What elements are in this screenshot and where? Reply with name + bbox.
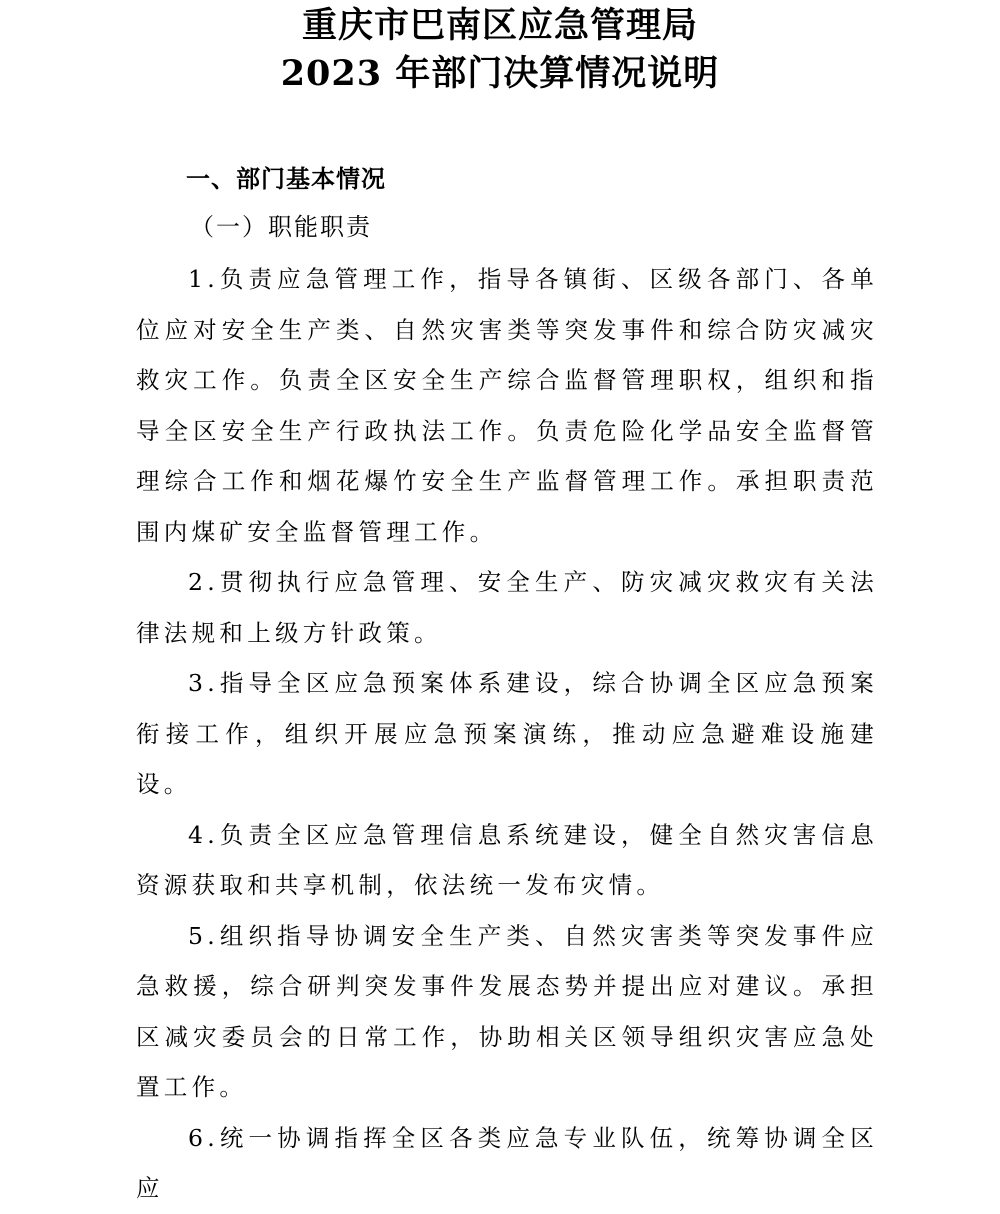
paragraph-3: 3.指导全区应急预案体系建设，综合协调全区应急预案衔接工作，组织开展应急预案演练，推动应急避难设施建设。 [136,669,878,798]
paragraph-4: 4.负责全区应急管理信息系统建设，健全自然灾害信息资源获取和共享机制，依法统一发布灾情。 [136,820,878,899]
title-line-1: 重庆市巴南区应急管理局 [301,5,698,46]
paragraph-2: 2.贯彻执行应急管理、安全生产、防灾减灾救灾有关法律法规和上级方针政策。 [136,568,878,647]
subsection-heading: （一）职能职责 [190,213,372,241]
section-heading: 一、部门基本情况 [186,165,386,193]
paragraph-5: 5.组织指导协调安全生产类、自然灾害类等突发事件应急救援，综合研判突发事件发展态势并提出应对建议。承担区减灾委员会的日常工作，协助相关区领导组织灾害应急处置工作。 [136,921,878,1101]
title-line-2: 2023 年部门决算情况说明 [280,53,720,94]
body-text [136,254,878,1214]
document-title [0,0,1000,98]
paragraph-1: 1.负责应急管理工作，指导各镇街、区级各部门、各单位应对安全生产类、自然灾害类等突发事件和综合防灾减灾救灾工作。负责全区安全生产综合监督管理职权，组织和指导全区安全生产行政执法工作。负责危险化学品安全监督管理综合工作和烟花爆竹安全生产监督管理工作。承担职责范围内煤矿安全监督管理工作。 [136,265,878,546]
paragraph-6: 6.统一协调指挥全区各类应急专业队伍，统筹协调全区应 [136,1123,878,1202]
